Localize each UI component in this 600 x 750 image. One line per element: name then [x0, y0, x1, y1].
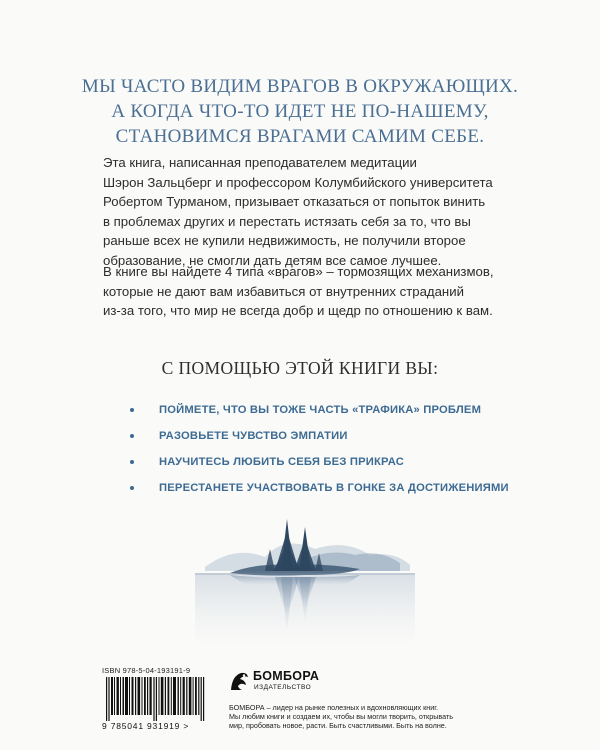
- benefit-text: НАУЧИТЕСЬ ЛЮБИТЬ СЕБЯ БЕЗ ПРИКРАС: [159, 456, 404, 468]
- blurb-line: мир, пробовать новое, расти. Быть счастливыми. Быть на волне.: [229, 721, 447, 731]
- isbn-label: ISBN 978-5-04-193191-9: [102, 666, 191, 675]
- paragraph-line: из-за того, что мир не всегда добр и щедр по отношению к вам.: [103, 303, 493, 318]
- benefit-text: ПЕРЕСТАНЕТЕ УЧАСТВОВАТЬ В ГОНКЕ ЗА ДОСТИЖЕНИЯМИ: [159, 482, 509, 494]
- paragraph-line: Шэрон Зальцберг и профессором Колумбийского университета: [103, 174, 493, 190]
- blurb-line: Мы любим книги и создаем их, чтобы вы могли творить, открывать: [229, 712, 453, 722]
- paragraph-line: образование, не смогли дать детям все самое лучшее.: [103, 252, 442, 268]
- bullet-icon: [130, 434, 134, 438]
- bombora-wave-icon: [229, 670, 249, 692]
- enemies-paragraph: [103, 262, 523, 321]
- bullet-icon: [130, 460, 134, 464]
- tagline-line: СТАНОВИМСЯ ВРАГАМИ САМИМ СЕБЕ.: [115, 126, 485, 147]
- paragraph-line: в проблемах других и перестать истязать себя за то, что вы: [103, 213, 471, 229]
- tagline-line: А КОГДА ЧТО-ТО ИДЕТ НЕ ПО-НАШЕМУ,: [111, 101, 489, 122]
- publisher-blurb: [229, 703, 529, 731]
- barcode-digits: 9 785041 931919 >: [102, 721, 190, 731]
- blurb-line: БОМБОРА – лидер на рынке полезных и вдохновляющих книг.: [229, 703, 438, 712]
- benefit-text: РАЗОВЬЕТЕ ЧУВСТВО ЭМПАТИИ: [159, 430, 348, 442]
- publisher-subtitle: ИЗДАТЕЛЬСТВО: [254, 684, 312, 691]
- paragraph-line: Эта книга, написанная преподавателем медитации: [103, 155, 417, 170]
- description-paragraph: [103, 153, 523, 270]
- watercolor-island-trees-icon: [195, 505, 415, 645]
- benefits-heading: С ПОМОЩЬЮ ЭТОЙ КНИГИ ВЫ:: [161, 358, 439, 378]
- barcode-icon: [102, 677, 210, 721]
- isbn-block: [102, 666, 210, 731]
- paragraph-line: раньше всех не купили недвижимость, не получили второе: [103, 233, 466, 248]
- bullet-icon: [130, 486, 134, 490]
- tagline: [0, 74, 600, 149]
- paragraph-line: которые не дают вам избавиться от внутренних страданий: [103, 283, 464, 299]
- publisher-name: БОМБОРА: [253, 669, 320, 683]
- benefit-text: ПОЙМЕТЕ, ЧТО ВЫ ТОЖЕ ЧАСТЬ «ТРАФИКА» ПРОБЛЕМ: [159, 404, 482, 416]
- bullet-icon: [130, 408, 134, 412]
- tagline-line: МЫ ЧАСТО ВИДИМ ВРАГОВ В ОКРУЖАЮЩИХ.: [81, 76, 519, 97]
- paragraph-line: В книге вы найдете 4 типа «врагов» – тормозящих механизмов,: [103, 264, 494, 279]
- paragraph-line: Робертом Турманом, призывает отказаться от попыток винить: [103, 194, 486, 209]
